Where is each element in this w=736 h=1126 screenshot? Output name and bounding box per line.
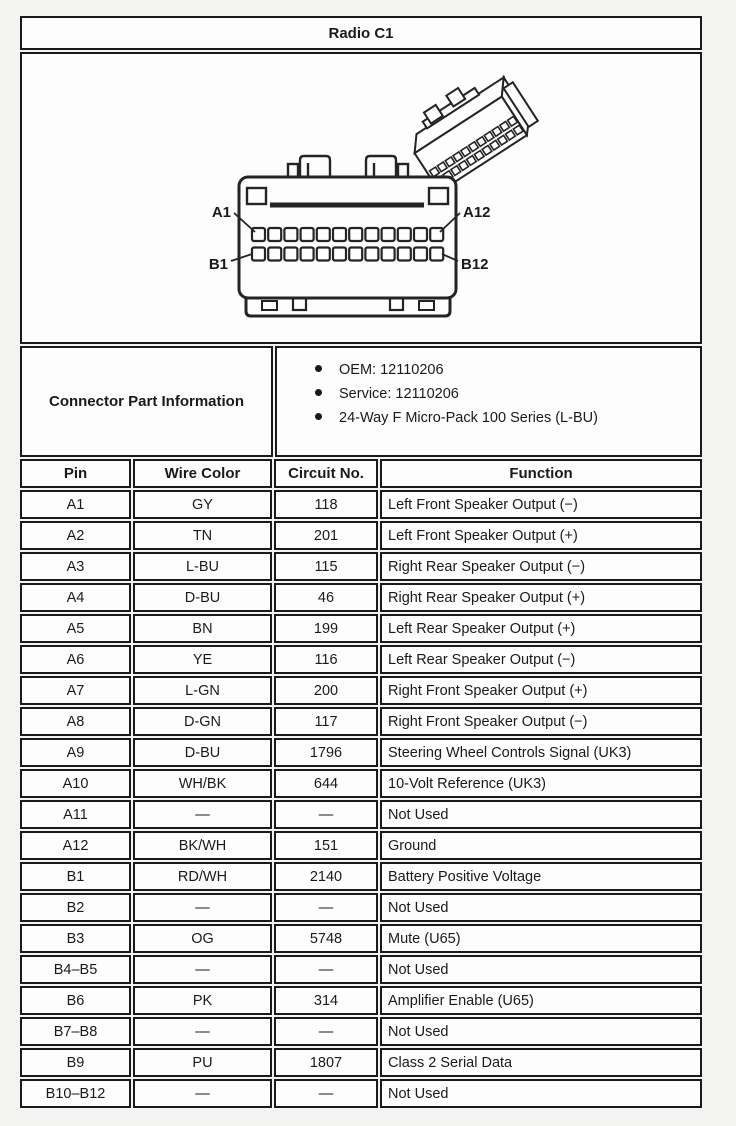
pin-hole [333, 228, 346, 241]
pin-cell-pin: B1 [20, 862, 131, 891]
pin-cell-pin: A7 [20, 676, 131, 705]
connector-perspective-view [398, 61, 541, 191]
part-info-item: OEM: 12110206 [291, 358, 700, 382]
pin-cell-function: Right Rear Speaker Output (−) [380, 552, 702, 581]
latch-tab-left [288, 156, 330, 178]
pin-cell-circuit-no: — [274, 1017, 378, 1046]
connector-diagram-box [20, 52, 702, 344]
column-header-pin: Pin [20, 459, 131, 488]
pin-cell-wire-color: — [133, 1079, 272, 1108]
title-box [20, 16, 702, 50]
pin-cell-function: Not Used [380, 893, 702, 922]
latch-tab-right [366, 156, 408, 178]
pin-cell-pin: A12 [20, 831, 131, 860]
column-header-circuit-no: Circuit No. [274, 459, 378, 488]
pin-cell-circuit-no: 199 [274, 614, 378, 643]
pin-cell-circuit-no: 644 [274, 769, 378, 798]
pin-hole [317, 228, 330, 241]
part-info-item: 24-Way F Micro-Pack 100 Series (L-BU) [291, 406, 700, 430]
pin-cell-circuit-no: 117 [274, 707, 378, 736]
pin-cell-wire-color: TN [133, 521, 272, 550]
pin-hole [398, 248, 411, 261]
pin-hole [349, 228, 362, 241]
pin-cell-function: Left Front Speaker Output (−) [380, 490, 702, 519]
pin-cell-pin: B7–B8 [20, 1017, 131, 1046]
pin-hole [284, 248, 297, 261]
pin-cell-circuit-no: 46 [274, 583, 378, 612]
label-a12: A12 [463, 204, 491, 221]
pin-cell-pin: A5 [20, 614, 131, 643]
pin-cell-wire-color: D-BU [133, 583, 272, 612]
shoulder-notch-right [429, 188, 448, 204]
pin-hole [333, 248, 346, 261]
pin-cell-wire-color: BK/WH [133, 831, 272, 860]
pin-cell-pin: A2 [20, 521, 131, 550]
pin-cell-function: Right Front Speaker Output (−) [380, 707, 702, 736]
pin-cell-wire-color: PU [133, 1048, 272, 1077]
pin-cell-pin: A1 [20, 490, 131, 519]
pin-cell-function: Not Used [380, 800, 702, 829]
pin-hole [252, 248, 265, 261]
pin-cell-wire-color: YE [133, 645, 272, 674]
pin-cell-wire-color: PK [133, 986, 272, 1015]
bullet-icon [315, 413, 322, 420]
pin-cell-function: Amplifier Enable (U65) [380, 986, 702, 1015]
bottom-hole-left [262, 301, 277, 310]
pin-cell-circuit-no: 2140 [274, 862, 378, 891]
pin-cell-circuit-no: 1796 [274, 738, 378, 767]
pin-cell-pin: B3 [20, 924, 131, 953]
pin-cell-pin: A10 [20, 769, 131, 798]
pin-hole [317, 248, 330, 261]
bottom-notch-right [390, 298, 403, 310]
pin-cell-wire-color: RD/WH [133, 862, 272, 891]
pin-cell-pin: B10–B12 [20, 1079, 131, 1108]
pin-hole [430, 248, 443, 261]
pin-cell-circuit-no: 1807 [274, 1048, 378, 1077]
pin-hole [301, 228, 314, 241]
pin-cell-function: Battery Positive Voltage [380, 862, 702, 891]
pin-hole [268, 228, 281, 241]
pin-cell-circuit-no: 118 [274, 490, 378, 519]
pin-cell-circuit-no: — [274, 955, 378, 984]
pin-cell-circuit-no: 151 [274, 831, 378, 860]
pin-cell-circuit-no: 5748 [274, 924, 378, 953]
pin-cell-function: Ground [380, 831, 702, 860]
pin-hole [301, 248, 314, 261]
pin-cell-wire-color: D-BU [133, 738, 272, 767]
pin-cell-function: Not Used [380, 955, 702, 984]
pin-cell-pin: A3 [20, 552, 131, 581]
pin-cell-pin: A4 [20, 583, 131, 612]
pin-cell-pin: A8 [20, 707, 131, 736]
bullet-icon [315, 365, 322, 372]
part-info-item: Service: 12110206 [291, 382, 700, 406]
pin-cell-function: Right Rear Speaker Output (+) [380, 583, 702, 612]
connector-front-view [239, 156, 456, 316]
column-header-function: Function [380, 459, 702, 488]
pin-cell-circuit-no: — [274, 1079, 378, 1108]
pin-cell-wire-color: BN [133, 614, 272, 643]
shoulder-notch-left [247, 188, 266, 204]
pin-cell-pin: A9 [20, 738, 131, 767]
bullet-icon [315, 389, 322, 396]
pin-cell-function: Not Used [380, 1017, 702, 1046]
column-header-wire-color: Wire Color [133, 459, 272, 488]
pin-hole [365, 248, 378, 261]
pin-hole [284, 228, 297, 241]
pin-cell-circuit-no: 201 [274, 521, 378, 550]
pin-cell-function: Left Front Speaker Output (+) [380, 521, 702, 550]
pin-cell-pin: B6 [20, 986, 131, 1015]
pin-cell-function: Not Used [380, 1079, 702, 1108]
pin-hole [382, 248, 395, 261]
pin-cell-wire-color: — [133, 800, 272, 829]
bottom-notch-left [293, 298, 306, 310]
pin-cell-function: Left Rear Speaker Output (−) [380, 645, 702, 674]
connector-diagram [22, 54, 700, 342]
radio-c1-connector-sheet [20, 16, 702, 1108]
pin-hole [414, 228, 427, 241]
pin-hole [349, 248, 362, 261]
pin-cell-wire-color: GY [133, 490, 272, 519]
pin-cell-pin: B4–B5 [20, 955, 131, 984]
pin-cell-circuit-no: 115 [274, 552, 378, 581]
pin-cell-function: Left Rear Speaker Output (+) [380, 614, 702, 643]
pin-cell-function: Mute (U65) [380, 924, 702, 953]
part-info-details [275, 346, 702, 457]
pin-cell-wire-color: L-BU [133, 552, 272, 581]
pin-cell-function: Right Front Speaker Output (+) [380, 676, 702, 705]
pin-cell-wire-color: — [133, 893, 272, 922]
pin-cell-pin: A6 [20, 645, 131, 674]
part-info-section [20, 346, 702, 457]
pin-cell-pin: A11 [20, 800, 131, 829]
label-b12: B12 [461, 256, 489, 273]
pin-cell-circuit-no: — [274, 893, 378, 922]
label-a1: A1 [211, 204, 231, 221]
pin-hole [414, 248, 427, 261]
pin-cell-wire-color: WH/BK [133, 769, 272, 798]
pinout-table [20, 459, 702, 1108]
pin-cell-function: 10-Volt Reference (UK3) [380, 769, 702, 798]
pin-cell-wire-color: OG [133, 924, 272, 953]
pin-cell-function: Class 2 Serial Data [380, 1048, 702, 1077]
pin-hole [382, 228, 395, 241]
pin-cell-circuit-no: 200 [274, 676, 378, 705]
pin-cell-circuit-no: — [274, 800, 378, 829]
part-info-title: Connector Part Information [20, 346, 273, 457]
pin-hole [398, 228, 411, 241]
part-info-bullet-list [291, 358, 700, 430]
pin-hole [365, 228, 378, 241]
pin-cell-pin: B9 [20, 1048, 131, 1077]
bottom-hole-right [419, 301, 434, 310]
pin-cell-pin: B2 [20, 893, 131, 922]
pin-cell-wire-color: D-GN [133, 707, 272, 736]
pin-cell-wire-color: — [133, 1017, 272, 1046]
pin-cell-wire-color: L-GN [133, 676, 272, 705]
label-b1: B1 [208, 256, 228, 273]
pin-cell-circuit-no: 116 [274, 645, 378, 674]
pin-cell-circuit-no: 314 [274, 986, 378, 1015]
page-title: Radio C1 [328, 24, 394, 42]
pin-cell-wire-color: — [133, 955, 272, 984]
pin-cell-function: Steering Wheel Controls Signal (UK3) [380, 738, 702, 767]
pin-hole [268, 248, 281, 261]
